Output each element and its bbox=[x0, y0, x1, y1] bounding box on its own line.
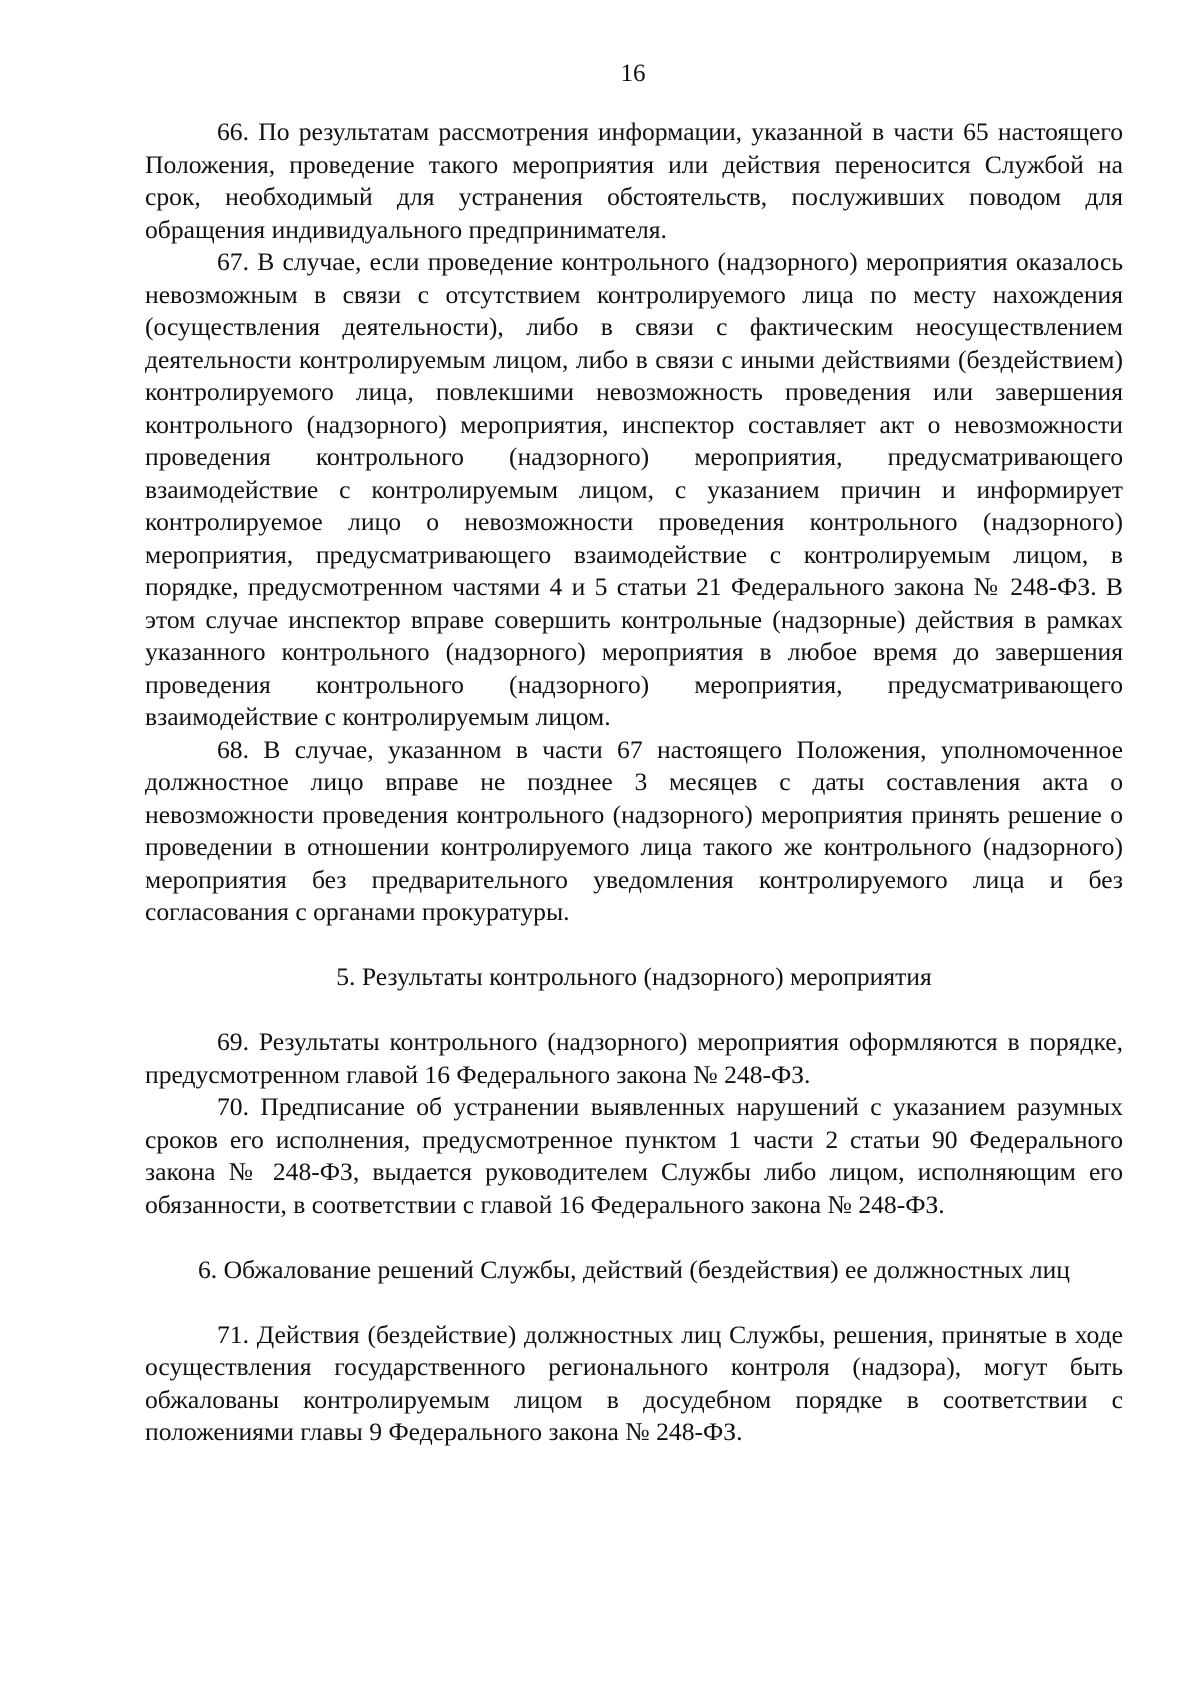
paragraph-66: 66. По результатам рассмотрения информации, указанной в части 65 настоящего Положения, проведение такого мероприятия или действия переносится Службой на срок, необходимый для устранения обстоятельств, послуживших поводом для обращения индивидуального предпринимателя. bbox=[145, 117, 1123, 244]
section-6-heading: 6. Обжалование решений Службы, действий (бездействия) ее должностных лиц bbox=[197, 1254, 1071, 1284]
page-number: 16 bbox=[620, 60, 646, 87]
paragraph-69: 69. Результаты контрольного (надзорного) мероприятия оформляются в порядке, предусмотренном главой 16 Федерального закона № 248-ФЗ. bbox=[145, 1027, 1123, 1089]
spacer bbox=[145, 1221, 1123, 1254]
paragraph-67: 67. В случае, если проведение контрольного (надзорного) мероприятия оказалось невозможным в связи с отсутствием контролируемого лица по месту нахождения (осуществления деятельности), либо в связи с фактическим неосуществлением деятельности контролируемым лицом, либо в связи с иными действиями (бездействием) контролируемого лица, повлекшими невозможность проведения или завершения контрольного (надзорного) мероприятия, инспектор составляет акт о невозможности проведения контрольного (надзорного) мероприятия, предусматривающего взаимодействие с контролируемым лицом, с указанием причин и информирует контролируемое лицо о невозможности проведения контрольного (надзорного) мероприятия, предусматривающего взаимодействие с контролируемым лицом, в порядке, предусмотренном частями 4 и 5 статьи 21 Федерального закона № 248-ФЗ. В этом случае инспектор вправе совершить контрольные (надзорные) действия в рамках указанного контрольного (надзорного) мероприятия в любое время до завершения проведения контрольного (надзорного) мероприятия, предусматривающего взаимодействие с контролируемым лицом. bbox=[145, 247, 1123, 731]
paragraph-68: 68. В случае, указанном в части 67 настоящего Положения, уполномоченное должностное лицо вправе не позднее 3 месяцев с даты составления акта о невозможности проведения контрольного (надзорного) мероприятия принять решение о проведении в отношении контролируемого лица такого же контрольного (надзорного) мероприятия без предварительного уведомления контролируемого лица и без согласования с органами прокуратуры. bbox=[145, 734, 1123, 926]
document-body bbox=[145, 116, 1123, 1449]
paragraph-70: 70. Предписание об устранении выявленных нарушений с указанием разумных сроков его исполнения, предусмотренное пунктом 1 части 2 статьи 90 Федерального закона № 248-ФЗ, выдается руководителем Службы либо лицом, исполняющим его обязанности, в соответствии с главой 16 Федерального закона № 248-ФЗ. bbox=[145, 1092, 1123, 1219]
paragraph-71: 71. Действия (бездействие) должностных лиц Службы, решения, принятые в ходе осуществления государственного регионального контроля (надзора), могут быть обжалованы контролируемым лицом в досудебном порядке в соответствии с положениями главы 9 Федерального закона № 248-ФЗ. bbox=[145, 1319, 1123, 1446]
spacer bbox=[145, 994, 1123, 1027]
spacer bbox=[145, 929, 1123, 962]
spacer bbox=[145, 1286, 1123, 1319]
section-5-heading: 5. Результаты контрольного (надзорного) мероприятия bbox=[336, 962, 932, 991]
